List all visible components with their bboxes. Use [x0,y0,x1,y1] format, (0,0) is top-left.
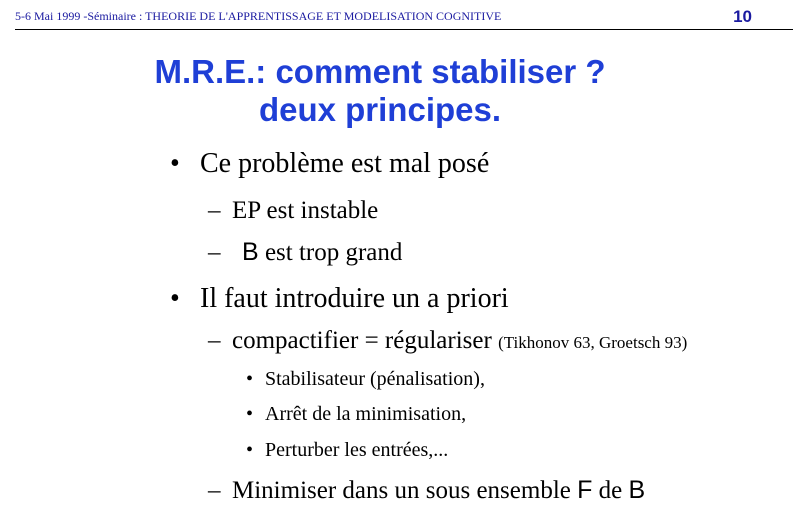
header-rule [15,29,793,30]
subbullet-compactifier [208,327,687,355]
dash-marker: – [208,239,221,266]
bullet-text: Arrêt de la minimisation, [265,403,467,425]
subsubbullet-arret [246,403,466,426]
bullet-marker: • [246,403,254,425]
bullet-text: Perturber les entrées,... [265,439,449,461]
bullet-marker: • [246,368,254,390]
slide-title-line-1: M.R.E.: comment stabiliser ? [154,53,606,90]
subsubbullet-stabilisateur [246,368,485,391]
bullet-text-de: de [592,477,629,504]
symbol-b: B [242,238,259,266]
citation: (Tikhonov 63, Groetsch 93) [498,333,688,352]
bullet-ill-posed [170,148,489,180]
bullet-marker: • [170,283,180,314]
dash-marker: – [208,477,221,504]
bullet-text: compactifier = régulariser [232,327,499,354]
bullet-text: Il faut introduire un a priori [200,283,509,314]
bullet-a-priori [170,283,509,315]
bullet-marker: • [170,148,180,179]
subbullet-b-too-large [208,238,402,267]
bullet-text: Stabilisateur (pénalisation), [265,368,485,390]
dash-marker: – [208,327,221,354]
subbullet-minimiser [208,476,645,505]
header-text: 5-6 Mai 1999 -Séminaire : THEORIE DE L'APPRENTISSAGE ET MODELISATION COGNITIVE [15,9,502,23]
bullet-marker: • [246,439,254,461]
dash-marker: – [208,197,221,224]
bullet-text: est trop grand [258,239,403,266]
symbol-f: F [577,476,593,504]
bullet-text: Minimiser dans un sous ensemble [232,477,578,504]
page-number: 10 [733,7,752,26]
bullet-text: EP est instable [232,197,379,224]
slide-title-line-2: deux principes. [258,91,502,128]
bullet-text: Ce problème est mal posé [200,148,490,179]
subsubbullet-perturber [246,439,448,462]
subbullet-ep-unstable [208,197,378,225]
symbol-b: B [628,476,646,504]
